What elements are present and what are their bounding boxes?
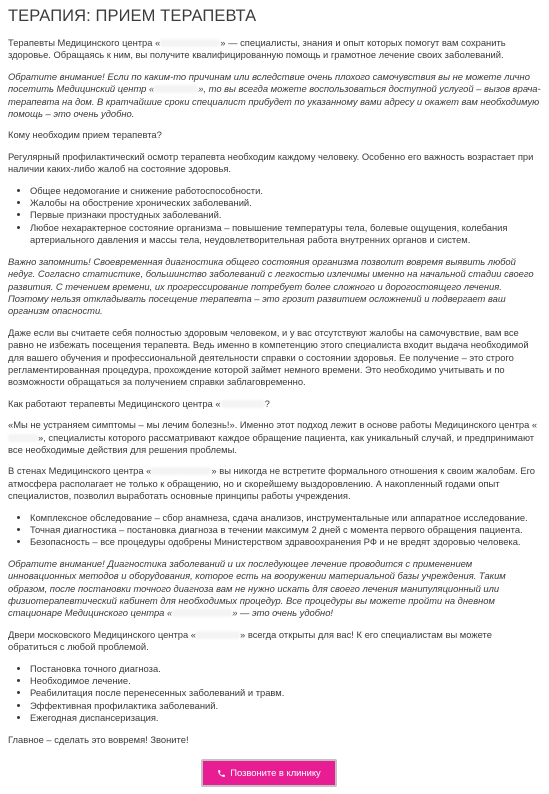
note1-text-b: », то вы всегда можете воспользоваться доступной услугой – вызов врача-терапевта на дом. В кратчайшие сроки специалист прибудет по указанному вами адресу и окажет вам необходимую помощь – это очень удобно. bbox=[8, 83, 541, 120]
list-item: • Эффективная профилактика заболеваний. bbox=[30, 700, 541, 712]
home-visit-note bbox=[8, 71, 541, 121]
phone-icon bbox=[217, 769, 226, 778]
redacted-clinic-name bbox=[172, 609, 232, 617]
call-clinic-button[interactable] bbox=[201, 759, 337, 787]
redacted-clinic-name bbox=[221, 400, 265, 408]
who-paragraph: Регулярный профилактический осмотр терапевта необходим каждому человеку. Особенно его важность возрастает при наличии каких-либо жалоб на состояние здоровья. bbox=[8, 150, 534, 175]
intro-text-b: » — специалисты, знания и опыт которых помогут вам сохранить здоровье. Обращаясь к ним, вы получите квалифицированную помощь и грамотное лечение своих заболеваний. bbox=[8, 37, 506, 61]
page-title: ТЕРАПИЯ: ПРИЕМ ТЕРАПЕВТА bbox=[8, 7, 257, 25]
atmosphere-paragraph bbox=[8, 465, 541, 502]
redacted-clinic-name bbox=[154, 85, 198, 93]
list-item: • Точная диагностика – постановка диагноза в течении максимум 2 дней с момента первого обращения пациента. bbox=[30, 524, 541, 536]
note3-text-b: » — это очень удобно! bbox=[232, 607, 334, 619]
redacted-clinic-name bbox=[160, 39, 220, 47]
doors-text-a: Двери московского Медицинского центра « bbox=[8, 628, 197, 640]
list-item: • Любое нехарактерное состояние организма – повышение температуры тела, болевые ощущения, колебания артериального давления и массы тела, неудовлетворительная работа внутренних органов и систем. bbox=[30, 222, 541, 247]
list-item: • Постановка точного диагноза. bbox=[30, 663, 541, 675]
walls-text-b: » вы никогда не встретите формального отношения к своим жалобам. Его атмосфера располагает не только к обращению, но и скорейшему выздоровлению. А накопленный годами опыт специалистов, позволил выработать основные принципы работы учреждения. bbox=[8, 465, 536, 502]
motto-text-a: «Мы не устраняем симптомы – мы лечим болезнь!». Именно этот подход лежит в основе работы Медицинского центра « bbox=[8, 419, 538, 431]
walls-text-a: В стенах Медицинского центра « bbox=[8, 465, 152, 477]
cta-container bbox=[201, 759, 337, 787]
services-list bbox=[8, 663, 541, 725]
intro-paragraph bbox=[8, 37, 541, 62]
intro-text-a: Терапевты Медицинского центра « bbox=[8, 37, 161, 48]
list-item: • Ежегодная диспансеризация. bbox=[30, 712, 541, 724]
redacted-clinic-name bbox=[151, 467, 211, 475]
note3-text-a: Обратите внимание! Диагностика заболеваний и их последующее лечение проводится с применением инновационных методов и оборудования, которое есть на вооружении материальной базы учреждения. Таким образом, после постановки точного диагноза вам не нужно искать для своего лечения манипуляционный или физиотерапевтический кабинет для необходимых процедур. Все процедуры вы можете пройти на дневном стационаре Медицинского центра « bbox=[8, 557, 506, 619]
doors-paragraph bbox=[8, 629, 541, 654]
symptoms-list bbox=[8, 185, 541, 247]
day-hospital-note bbox=[8, 558, 541, 620]
call-clinic-label: Позвоните в клинику bbox=[230, 766, 321, 778]
how-heading-text-b: ? bbox=[264, 397, 270, 409]
list-item: • Общее недомогание и снижение работоспособности. bbox=[30, 185, 541, 197]
who-heading: Кому необходим прием терапевта? bbox=[8, 129, 162, 141]
how-heading-text-a: Как работают терапевты Медицинского центра « bbox=[8, 397, 221, 409]
list-item: • Комплексное обследование – сбор анамнеза, сдача анализов, инструментальные или аппаратное исследование. bbox=[30, 512, 541, 524]
note1-text-a: Обратите внимание! Если по каким-то причинам или вследствие очень плохого самочувствия вы не можете лично посетить Медицинский центр « bbox=[8, 70, 530, 95]
list-item: • Реабилитация после перенесенных заболеваний и травм. bbox=[30, 687, 541, 699]
doors-text-b: » всегда открыты для вас! К его специалистам вы можете обратиться с любой проблемой. bbox=[8, 628, 492, 653]
list-item: • Первые признаки простудных заболеваний. bbox=[30, 209, 541, 221]
redacted-clinic-name bbox=[196, 631, 240, 639]
list-item: • Безопасность – все процедуры одобрены Министерством здравоохранения РФ и не вредят здоровью человека. bbox=[30, 536, 541, 548]
important-note: Важно запомнить! Своевременная диагностика общего состояния организма позволит вовремя выявить любой недуг. Согласно статистике, большинство заболеваний с легкостью излечимы именно на начальной стадии своего развития. С течением времени, их прогрессирование потребует более сложного и дорогостоящего лечения. Поэтому нельзя откладывать посещение терапевта – это грозит развитием осложнений и подвергает ваш организм опасности. bbox=[8, 255, 534, 317]
motto-paragraph bbox=[8, 419, 541, 456]
list-item: • Жалобы на обострение хронических заболеваний. bbox=[30, 197, 541, 209]
motto-text-b: », специалисты которого рассматривают каждое обращение пациента, как уникальный случай, и предпринимают все необходимые действия для решения проблемы. bbox=[8, 431, 535, 455]
principles-list bbox=[8, 512, 541, 549]
certificate-paragraph: Даже если вы считаете себя полностью здоровым человеком, и у вас отсутствуют жалобы на самочувствие, вам все равно не избежать посещения терапевта. Ведь именно в компетенцию этого специалиста входит выдача необходимой для вашего обучения и профессиональной деятельности справки о состоянии здоровья. Ее получение – это строго регламентированная процедура, прохождение которой займет немного времени. Это необходимо учитывать и по возможности обращаться за получением справки заблаговременно. bbox=[8, 326, 529, 388]
redacted-clinic-name bbox=[8, 434, 38, 442]
list-item: • Необходимое лечение. bbox=[30, 675, 541, 687]
how-heading bbox=[8, 398, 541, 410]
closing-line: Главное – сделать это вовремя! Звоните! bbox=[8, 733, 189, 745]
